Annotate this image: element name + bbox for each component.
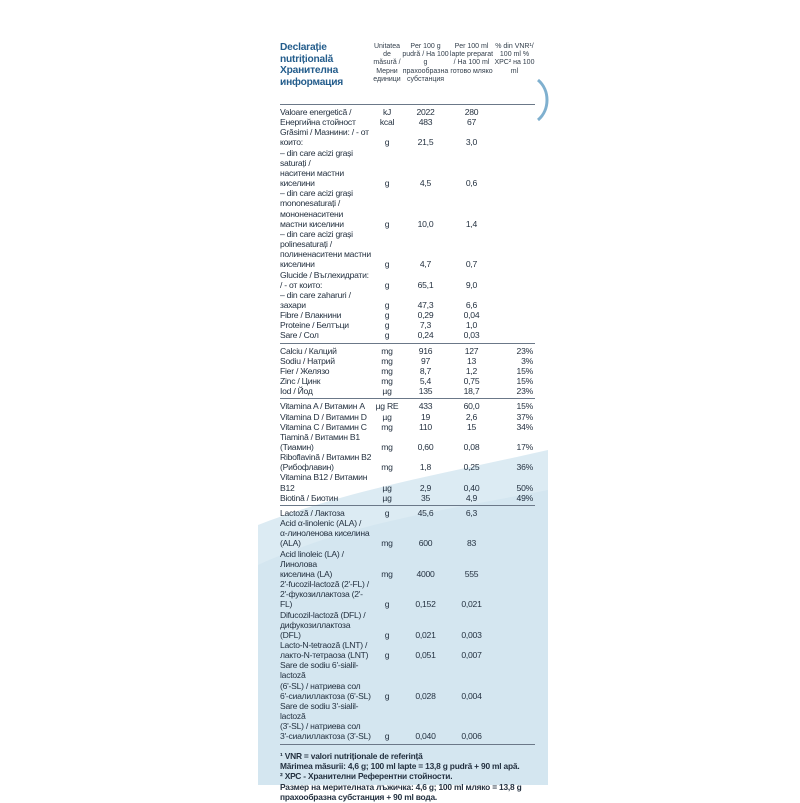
per-100g-value: 0,021 bbox=[415, 629, 436, 640]
table-row bbox=[280, 569, 535, 579]
per-100g-value: 0,028 bbox=[415, 690, 436, 701]
per-100ml-value: 0,003 bbox=[461, 629, 482, 640]
table-row bbox=[280, 579, 535, 589]
per-100ml-value: 18,7 bbox=[463, 386, 480, 397]
nutrient-name: Lactoză / Лактоза bbox=[280, 507, 345, 518]
per-100ml-value: 0,004 bbox=[461, 690, 482, 701]
table-body bbox=[280, 105, 535, 745]
column-header-per-100g: Per 100 g pudră / На 100 g прахообразна субстанция bbox=[402, 43, 449, 83]
per-100ml-value: 0,6 bbox=[465, 178, 478, 189]
nutrient-name: Fibre / Влакнини bbox=[280, 310, 342, 321]
per-100ml-value: 3,0 bbox=[465, 137, 478, 148]
nutrient-name: Acid α-linolenic (ALA) / bbox=[280, 518, 362, 529]
unit-cell: kcal bbox=[379, 117, 395, 128]
per-100g-value: 45,6 bbox=[417, 507, 434, 518]
nutrient-name: – din care acizi grași bbox=[280, 188, 353, 199]
per-100g-value: 2,9 bbox=[419, 482, 432, 493]
nutrient-name: Vitamina C / Витамин C bbox=[280, 421, 367, 432]
nutrient-name: – din care zaharuri / захари bbox=[280, 289, 351, 310]
unit-cell: mg bbox=[381, 568, 393, 579]
nutrient-name: Difucozil-lactoză (DFL) / bbox=[280, 609, 366, 620]
nutrient-name: Fier / Желязо bbox=[280, 365, 330, 376]
unit-cell: µg bbox=[382, 492, 392, 503]
per-100g-value: 8,7 bbox=[419, 365, 432, 376]
per-100g-value: 10,0 bbox=[417, 218, 434, 229]
nutrient-name: Biotină / Биотин bbox=[280, 492, 338, 503]
per-100ml-value: 67 bbox=[466, 117, 477, 128]
table-row bbox=[280, 290, 535, 310]
nutrient-name: Vitamina A / Витамин A bbox=[280, 401, 365, 412]
column-header-unit: Unitatea de măsură / Мерни единици bbox=[373, 43, 401, 83]
unit-cell: g bbox=[384, 599, 390, 610]
table-row bbox=[280, 610, 535, 620]
nutrient-name: (6'-SL) / натриева сол bbox=[280, 680, 361, 691]
footnote-line: прахообразна субстанция + 90 ml вода. bbox=[280, 792, 438, 803]
table-row bbox=[280, 346, 535, 356]
per-100ml-value: 0,006 bbox=[461, 731, 482, 742]
table-row bbox=[280, 366, 535, 376]
per-100ml-value: 0,40 bbox=[463, 482, 480, 493]
per-100g-value: 4,5 bbox=[419, 178, 432, 189]
percent-reference-value: 17% bbox=[516, 442, 533, 452]
percent-reference-value: 50% bbox=[516, 482, 533, 493]
percent-reference-value: 23% bbox=[516, 345, 533, 356]
unit-cell: g bbox=[384, 218, 390, 229]
per-100g-value: 7,3 bbox=[419, 320, 432, 331]
table-row bbox=[280, 127, 535, 147]
per-100g-value: 0,24 bbox=[417, 330, 434, 341]
per-100ml-value: 0,08 bbox=[463, 442, 480, 452]
unit-cell: g bbox=[384, 690, 390, 701]
per-100g-value: 0,60 bbox=[417, 442, 434, 452]
nutrient-name: 2'-fucozil-lactoză (2'-FL) / bbox=[280, 579, 369, 590]
nutrient-name: (Рибофлавин) bbox=[280, 462, 334, 473]
nutrient-group bbox=[280, 506, 535, 745]
footnote-line: Размер на мерителната лъжичка: 4,6 g; 100 ml мляко = 13,8 g bbox=[280, 781, 522, 792]
percent-reference-value: 23% bbox=[516, 386, 533, 397]
nutrient-name: киселина (LA) bbox=[280, 568, 333, 579]
nutrient-name: Iod / Йод bbox=[280, 386, 313, 397]
table-row bbox=[280, 620, 535, 640]
unit-cell: g bbox=[384, 320, 390, 331]
nutrient-name: Proteine / Белтъци bbox=[280, 320, 349, 331]
footnote-line: ¹ VNR = valori nutriționale de referință bbox=[280, 750, 423, 761]
per-100g-value: 65,1 bbox=[417, 279, 434, 290]
per-100g-value: 21,5 bbox=[417, 137, 434, 148]
nutrient-name: Енергийна стойност bbox=[280, 117, 356, 128]
table-row bbox=[280, 528, 535, 548]
nutrient-name: Valoare energetică / bbox=[280, 107, 352, 117]
per-100ml-value: 1,2 bbox=[465, 365, 478, 376]
per-100ml-value: 0,021 bbox=[461, 599, 482, 610]
unit-cell: µg bbox=[382, 386, 392, 397]
nutrient-name: (3'-SL) / натриева сол bbox=[280, 721, 361, 732]
nutrient-name: Tiamină / Витамин B1 (Тиамин) bbox=[280, 431, 360, 452]
nutrition-label-panel bbox=[258, 20, 548, 803]
footnote-line: ² ХРС - Хранителни Референтни стойности. bbox=[280, 771, 453, 782]
table-row bbox=[280, 452, 535, 462]
table-row bbox=[280, 432, 535, 452]
per-100g-value: 2022 bbox=[416, 107, 435, 117]
unit-cell: µg RE bbox=[375, 401, 399, 412]
table-row bbox=[280, 518, 535, 528]
per-100g-value: 1,8 bbox=[419, 462, 432, 473]
per-100g-value: 5,4 bbox=[419, 376, 432, 387]
nutrient-name: Zinc / Цинк bbox=[280, 376, 321, 387]
per-100ml-value: 4,9 bbox=[465, 492, 478, 503]
nutrient-name: дифукозиллактоза (DFL) bbox=[280, 619, 351, 640]
unit-cell: g bbox=[384, 178, 390, 189]
per-100g-value: 0,051 bbox=[415, 650, 436, 661]
table-row bbox=[280, 472, 535, 492]
percent-reference-value: 15% bbox=[516, 376, 533, 387]
per-100ml-value: 0,03 bbox=[463, 330, 480, 341]
unit-cell: mg bbox=[381, 376, 393, 387]
table-row bbox=[280, 148, 535, 168]
title-line-bg-2: информация bbox=[280, 76, 344, 88]
per-100g-value: 4000 bbox=[416, 568, 435, 579]
per-100ml-value: 60,0 bbox=[463, 401, 480, 412]
unit-cell: mg bbox=[381, 345, 393, 356]
nutrient-group bbox=[280, 399, 535, 506]
per-100g-value: 0,152 bbox=[415, 599, 436, 610]
nutrient-name: лакто-N-тетраоза (LNT) bbox=[280, 650, 369, 661]
per-100ml-value: 0,007 bbox=[461, 650, 482, 661]
unit-cell: g bbox=[384, 507, 390, 518]
per-100ml-value: 15 bbox=[466, 421, 477, 432]
nutrient-group bbox=[280, 344, 535, 400]
table-row bbox=[280, 330, 535, 340]
nutrient-name: Acid linoleic (LA) / Линолова bbox=[280, 548, 344, 569]
table-row bbox=[280, 660, 535, 680]
per-100ml-value: 555 bbox=[464, 568, 479, 579]
unit-cell: g bbox=[384, 310, 390, 321]
table-row bbox=[280, 462, 535, 472]
table-row bbox=[280, 229, 535, 249]
table-row bbox=[280, 508, 535, 518]
table-row bbox=[280, 219, 535, 229]
unit-cell: g bbox=[384, 330, 390, 341]
per-100g-value: 19 bbox=[420, 411, 431, 422]
per-100ml-value: 2,6 bbox=[465, 411, 478, 422]
table-row bbox=[280, 701, 535, 721]
table-header bbox=[280, 42, 535, 105]
per-100ml-value: 280 bbox=[464, 107, 479, 117]
nutrient-name: Sare de sodiu 6'-sialil-lactoză bbox=[280, 660, 359, 681]
per-100g-value: 97 bbox=[420, 355, 431, 366]
per-100g-value: 110 bbox=[419, 421, 432, 432]
table-title bbox=[280, 42, 372, 88]
nutrient-name: 3'-сиалиллактоза (3'-SL) bbox=[280, 731, 371, 742]
table-row bbox=[280, 310, 535, 320]
footnotes bbox=[280, 751, 535, 803]
footnote-line: Mărimea măsurii: 4,6 g; 100 ml lapte = 13,8 g pudră + 90 ml apă. bbox=[280, 760, 520, 771]
title-line-bg-1: Хранителна bbox=[280, 65, 339, 76]
table-row bbox=[280, 412, 535, 422]
per-100ml-value: 6,3 bbox=[465, 507, 478, 518]
per-100g-value: 0,040 bbox=[415, 731, 436, 742]
per-100ml-value: 1,4 bbox=[465, 218, 478, 229]
table-row bbox=[280, 117, 535, 127]
table-row bbox=[280, 589, 535, 609]
per-100ml-value: 6,6 bbox=[465, 299, 478, 310]
table-row bbox=[280, 640, 535, 650]
nutrient-name: Riboflavină / Витамин B2 bbox=[280, 452, 372, 463]
unit-cell: mg bbox=[381, 538, 393, 549]
nutrient-name: Vitamina D / Витамин D bbox=[280, 411, 367, 422]
nutrient-name: Calciu / Калций bbox=[280, 345, 337, 356]
percent-reference-value: 36% bbox=[516, 462, 533, 473]
table-row bbox=[280, 493, 535, 503]
per-100g-value: 4,7 bbox=[419, 259, 432, 270]
unit-cell: mg bbox=[381, 421, 393, 432]
table-row bbox=[280, 681, 535, 691]
percent-reference-value: 34% bbox=[516, 421, 533, 432]
title-line-ro: Declarație nutrițională bbox=[280, 42, 334, 65]
nutrient-name: – din care acizi grași polinesaturați / bbox=[280, 228, 353, 250]
unit-cell: g bbox=[384, 731, 390, 742]
unit-cell: µg bbox=[382, 411, 392, 422]
table-row bbox=[280, 731, 535, 741]
table-row bbox=[280, 356, 535, 366]
table-row bbox=[280, 401, 535, 411]
unit-cell: mg bbox=[381, 462, 393, 473]
column-header-percent-reference: % din VNR¹/ 100 ml % ХРС² на 100 ml bbox=[494, 43, 535, 75]
table-row bbox=[280, 168, 535, 188]
unit-cell: g bbox=[384, 299, 390, 310]
nutrient-name: Sare de sodiu 3'-sialil-lactoză bbox=[280, 700, 359, 722]
table-row bbox=[280, 107, 535, 117]
table-row bbox=[280, 249, 535, 269]
per-100g-value: 916 bbox=[418, 345, 433, 356]
per-100g-value: 433 bbox=[418, 401, 433, 412]
per-100ml-value: 0,25 bbox=[463, 462, 480, 473]
table-row bbox=[280, 691, 535, 701]
nutrient-name: наситени мастни киселини bbox=[280, 167, 344, 189]
percent-reference-value: 15% bbox=[516, 401, 533, 412]
nutrient-name: мастни киселини bbox=[280, 218, 344, 229]
unit-cell: µg bbox=[382, 482, 392, 493]
per-100g-value: 483 bbox=[418, 117, 433, 128]
per-100g-value: 47,3 bbox=[417, 299, 434, 310]
percent-reference-value: 37% bbox=[516, 411, 533, 422]
table-row bbox=[280, 386, 535, 396]
nutrient-name: – din care acizi grași saturați / bbox=[280, 147, 353, 168]
table-row bbox=[280, 270, 535, 290]
percent-reference-value: 15% bbox=[516, 365, 533, 376]
unit-cell: kJ bbox=[382, 107, 392, 117]
per-100g-value: 0,29 bbox=[417, 310, 434, 321]
nutrient-name: 2'-фукозиллактоза (2'-FL) bbox=[280, 589, 363, 610]
nutrient-name: Grăsimi / Мазнини: / - от които: bbox=[280, 127, 369, 148]
percent-reference-value: 49% bbox=[516, 492, 533, 503]
table-row bbox=[280, 320, 535, 330]
nutrient-name: полиненаситени мастни киселини bbox=[280, 249, 371, 270]
unit-cell: g bbox=[384, 629, 390, 640]
per-100g-value: 600 bbox=[418, 538, 433, 549]
nutrient-name: Sare / Сол bbox=[280, 330, 319, 341]
nutrient-name: Vitamina B12 / Витамин B12 bbox=[280, 472, 368, 493]
table-row bbox=[280, 198, 535, 218]
table-row bbox=[280, 721, 535, 731]
unit-cell: mg bbox=[381, 442, 393, 452]
per-100ml-value: 83 bbox=[466, 538, 477, 549]
unit-cell: mg bbox=[381, 355, 393, 366]
per-100ml-value: 13 bbox=[466, 355, 477, 366]
column-header-per-100ml: Per 100 ml lapte preparat / На 100 ml готово мляко bbox=[449, 43, 494, 75]
unit-cell: g bbox=[384, 279, 390, 290]
table-row bbox=[280, 650, 535, 660]
nutrient-group bbox=[280, 105, 535, 344]
table-row bbox=[280, 188, 535, 198]
per-100ml-value: 9,0 bbox=[465, 279, 478, 290]
nutrition-table bbox=[280, 42, 535, 803]
unit-cell: g bbox=[384, 259, 390, 270]
nutrient-name: 6'-сиалиллактоза (6'-SL) bbox=[280, 690, 371, 701]
nutrient-name: α-линоленова киселина (ALA) bbox=[280, 528, 370, 549]
table-row bbox=[280, 549, 535, 569]
per-100ml-value: 1,0 bbox=[465, 320, 478, 331]
unit-cell: g bbox=[384, 137, 390, 148]
nutrient-name: Sodiu / Натрий bbox=[280, 355, 335, 366]
per-100ml-value: 0,75 bbox=[463, 376, 480, 387]
per-100g-value: 135 bbox=[418, 386, 433, 397]
table-row bbox=[280, 376, 535, 386]
per-100ml-value: 0,04 bbox=[463, 310, 480, 321]
nutrient-name: Lacto-N-tetraoză (LNT) / bbox=[280, 639, 368, 650]
nutrient-name: Glucide / Въглехидрати: / - от които: bbox=[280, 269, 369, 290]
per-100ml-value: 127 bbox=[464, 345, 479, 356]
percent-reference-value: 3% bbox=[521, 355, 533, 366]
nutrient-name: mononesaturați / мононенаситени bbox=[280, 198, 344, 219]
per-100g-value: 35 bbox=[420, 492, 431, 503]
per-100ml-value: 0,7 bbox=[465, 259, 478, 270]
unit-cell: g bbox=[384, 650, 390, 661]
table-row bbox=[280, 422, 535, 432]
unit-cell: mg bbox=[381, 365, 393, 376]
